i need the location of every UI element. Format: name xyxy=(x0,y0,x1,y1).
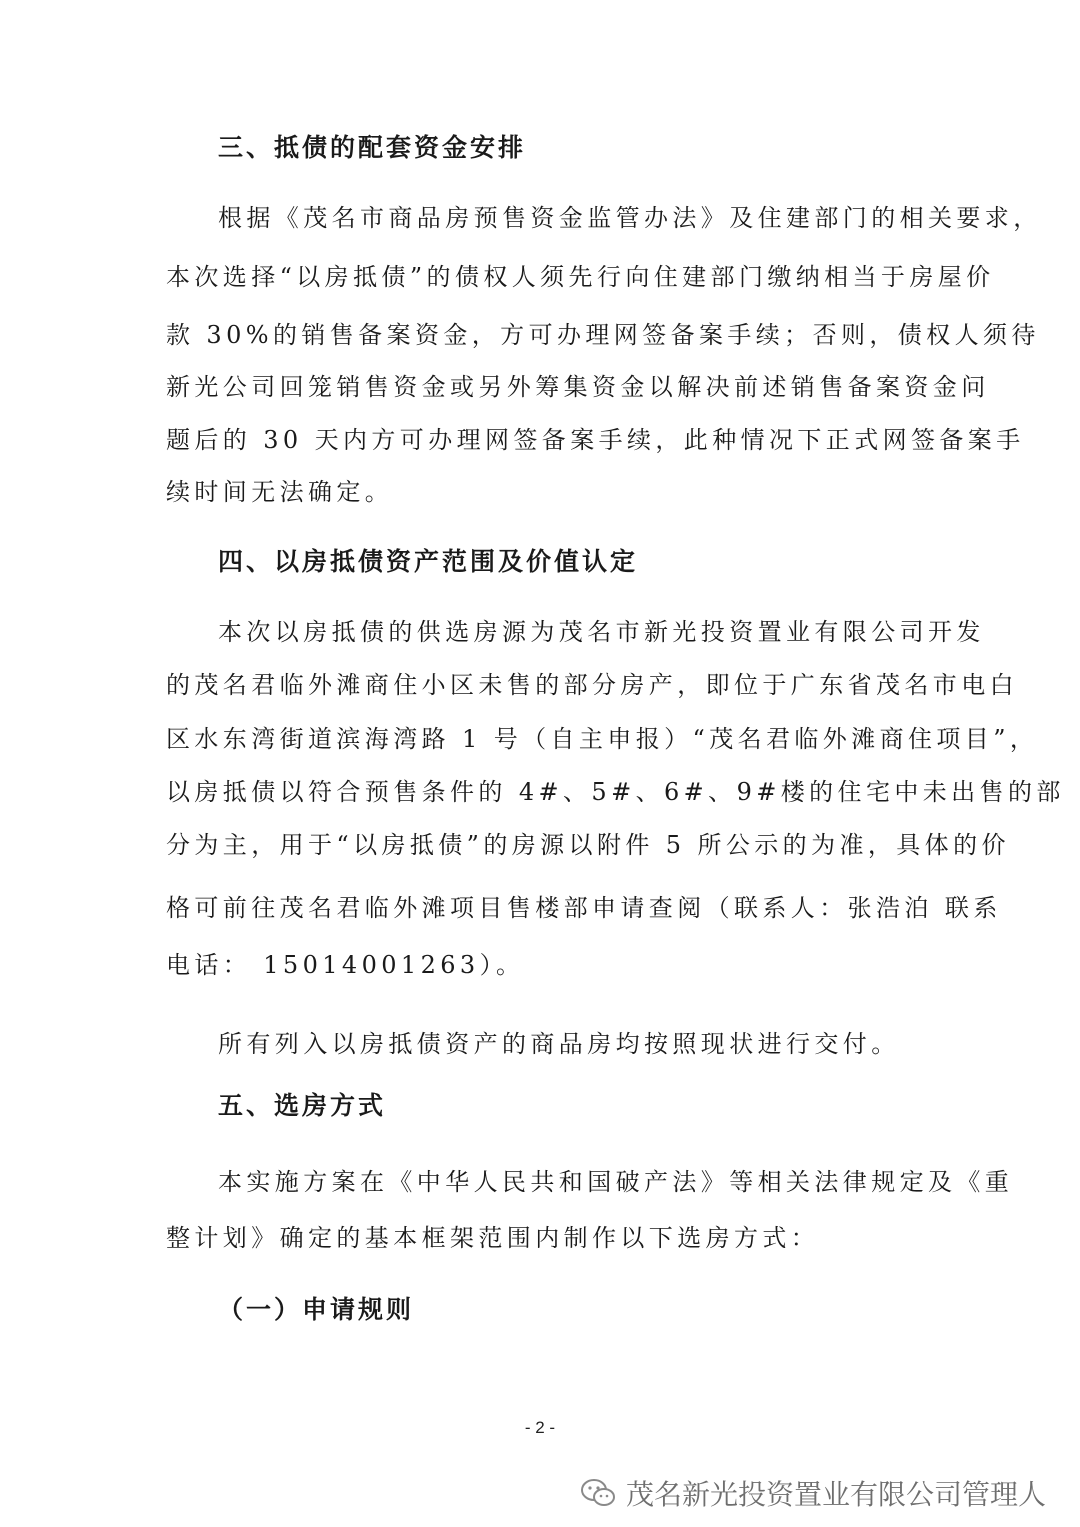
watermark xyxy=(580,1473,1046,1513)
page-number: - 2 - xyxy=(524,1418,556,1437)
section-4-line-6: 格可前往茂名君临外滩项目售楼部申请查阅（联系人：张浩泊 联系 xyxy=(166,894,1002,922)
section-5-heading: 五、选房方式 xyxy=(218,1091,387,1120)
watermark-text: 茂名新光投资置业有限公司管理人 xyxy=(625,1478,1046,1511)
section-3-line-3: 款 30%的销售备案资金，方可办理网签备案手续；否则，债权人须待 xyxy=(166,321,1040,349)
section-4-paragraph-2: 所有列入以房抵债资产的商品房均按照现状进行交付。 xyxy=(218,1030,900,1058)
section-4-line-5: 分为主，用于“以房抵债”的房源以附件 5 所公示的为准，具体的价 xyxy=(166,831,1010,859)
section-5-line-1: 本实施方案在《中华人民共和国破产法》等相关法律规定及《重 xyxy=(218,1168,1014,1196)
section-3-line-5: 题后的 30 天内方可办理网签备案手续，此种情况下正式网签备案手 xyxy=(166,426,1025,454)
section-3-line-2: 本次选择“以房抵债”的债权人须先行向住建部门缴纳相当于房屋价 xyxy=(166,263,995,291)
section-5-line-2: 整计划》确定的基本框架范围内制作以下选房方式： xyxy=(166,1224,820,1252)
section-3-line-6: 续时间无法确定。 xyxy=(166,478,394,506)
section-3-line-1: 根据《茂名市商品房预售资金监管办法》及住建部门的相关要求， xyxy=(218,204,1042,232)
section-4-heading: 四、以房抵债资产范围及价值认定 xyxy=(218,547,639,576)
section-4-line-1: 本次以房抵债的供选房源为茂名市新光投资置业有限公司开发 xyxy=(218,618,985,646)
wechat-icon xyxy=(580,1478,616,1508)
section-5-subheading: （一）申请规则 xyxy=(218,1295,415,1324)
section-4-line-3: 区水东湾街道滨海湾路 1 号（自主申报）“茂名君临外滩商住项目”， xyxy=(166,725,1039,753)
section-4-line-7: 电话： 15014001263）。 xyxy=(166,951,525,979)
section-3-line-4: 新光公司回笼销售资金或另外筹集资金以解决前述销售备案资金问 xyxy=(166,373,990,401)
section-3-heading: 三、抵债的配套资金安排 xyxy=(218,133,527,162)
section-4-line-2: 的茂名君临外滩商住小区未售的部分房产，即位于广东省茂名市电白 xyxy=(166,671,1018,699)
section-4-line-4: 以房抵债以符合预售条件的 4#、5#、6#、9#楼的住宅中未出售的部 xyxy=(166,778,1065,806)
